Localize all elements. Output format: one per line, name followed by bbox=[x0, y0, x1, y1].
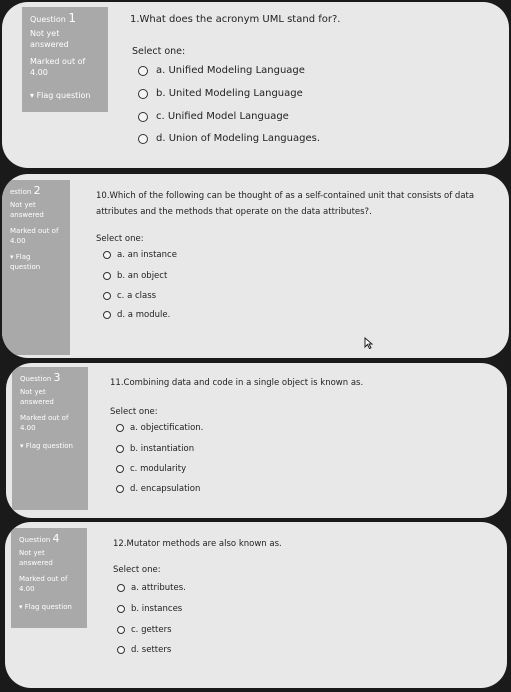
question-status: Not yet answered bbox=[19, 549, 53, 567]
answer-option[interactable]: c. modularity bbox=[116, 464, 186, 474]
question-text: 11.Combining data and code in a single object is known as. bbox=[110, 378, 364, 388]
radio-button[interactable] bbox=[103, 311, 111, 319]
radio-button[interactable] bbox=[138, 89, 148, 99]
select-one-label: Select one: bbox=[110, 407, 158, 417]
answer-option[interactable]: b. United Modeling Language bbox=[138, 88, 303, 99]
question-card-2 bbox=[2, 174, 509, 358]
question-number: Question 3 bbox=[20, 371, 61, 384]
answer-option[interactable]: a. an instance bbox=[103, 250, 177, 260]
radio-button[interactable] bbox=[138, 134, 148, 144]
radio-button[interactable] bbox=[116, 424, 124, 432]
mouse-cursor-icon bbox=[364, 337, 373, 349]
question-info-4 bbox=[11, 528, 87, 628]
flag-question-link[interactable]: ▾ Flag question bbox=[30, 91, 91, 100]
flag-question-link[interactable]: ▾ Flag question bbox=[10, 253, 41, 271]
question-text: 1.What does the acronym UML stand for?. bbox=[130, 14, 341, 25]
question-text: 12.Mutator methods are also known as. bbox=[113, 539, 282, 549]
question-status: Not yet answered bbox=[10, 201, 44, 219]
flag-question-link[interactable]: ▾ Flag question bbox=[19, 603, 72, 611]
flag-question-link[interactable]: ▾ Flag question bbox=[20, 442, 73, 450]
radio-button[interactable] bbox=[117, 584, 125, 592]
question-mark: Marked out of 4.00 bbox=[10, 227, 59, 245]
radio-button[interactable] bbox=[117, 626, 125, 634]
question-card-3 bbox=[6, 363, 507, 518]
question-info-3 bbox=[12, 367, 88, 510]
answer-option[interactable]: b. instantiation bbox=[116, 444, 194, 454]
answer-option[interactable]: c. getters bbox=[117, 625, 172, 635]
select-one-label: Select one: bbox=[113, 565, 161, 575]
answer-option[interactable]: a. attributes. bbox=[117, 583, 186, 593]
question-info-1 bbox=[22, 7, 108, 112]
flag-icon: ▾ bbox=[30, 91, 35, 100]
radio-button[interactable] bbox=[117, 646, 125, 654]
answer-option[interactable]: d. setters bbox=[117, 645, 171, 655]
select-one-label: Select one: bbox=[96, 234, 144, 244]
answer-option[interactable]: d. Union of Modeling Languages. bbox=[138, 133, 320, 144]
answer-option[interactable]: b. instances bbox=[117, 604, 182, 614]
radio-button[interactable] bbox=[103, 272, 111, 280]
radio-button[interactable] bbox=[116, 485, 124, 493]
radio-button[interactable] bbox=[138, 66, 148, 76]
flag-icon: ▾ bbox=[20, 442, 24, 450]
radio-button[interactable] bbox=[103, 292, 111, 300]
flag-icon: ▾ bbox=[19, 603, 23, 611]
question-mark: Marked out of 4.00 bbox=[20, 414, 69, 432]
flag-icon: ▾ bbox=[10, 253, 14, 261]
question-number: Question 4 bbox=[19, 532, 60, 545]
question-mark: Marked out of 4.00 bbox=[30, 57, 86, 77]
answer-option[interactable]: c. a class bbox=[103, 291, 156, 301]
question-card-4 bbox=[5, 522, 507, 688]
question-card-1 bbox=[2, 2, 509, 168]
answer-option[interactable]: a. objectification. bbox=[116, 423, 203, 433]
answer-option[interactable]: c. Unified Model Language bbox=[138, 111, 289, 122]
question-status: Not yet answered bbox=[30, 29, 69, 49]
question-status: Not yet answered bbox=[20, 388, 54, 406]
answer-option[interactable]: d. encapsulation bbox=[116, 484, 200, 494]
select-one-label: Select one: bbox=[132, 46, 186, 57]
answer-option[interactable]: b. an object bbox=[103, 271, 167, 281]
radio-button[interactable] bbox=[103, 251, 111, 259]
answer-option[interactable]: a. Unified Modeling Language bbox=[138, 65, 305, 76]
answer-option[interactable]: d. a module. bbox=[103, 310, 170, 320]
question-number: estion 2 bbox=[10, 184, 41, 197]
radio-button[interactable] bbox=[116, 445, 124, 453]
question-text: 10.Which of the following can be thought of as a self-contained unit that consists of data attributes and the methods that operate on the data attributes?. bbox=[96, 191, 475, 217]
radio-button[interactable] bbox=[138, 112, 148, 122]
radio-button[interactable] bbox=[117, 605, 125, 613]
question-number: Question 1 bbox=[30, 11, 76, 25]
radio-button[interactable] bbox=[116, 465, 124, 473]
question-mark: Marked out of 4.00 bbox=[19, 575, 68, 593]
question-info-2 bbox=[2, 180, 70, 355]
